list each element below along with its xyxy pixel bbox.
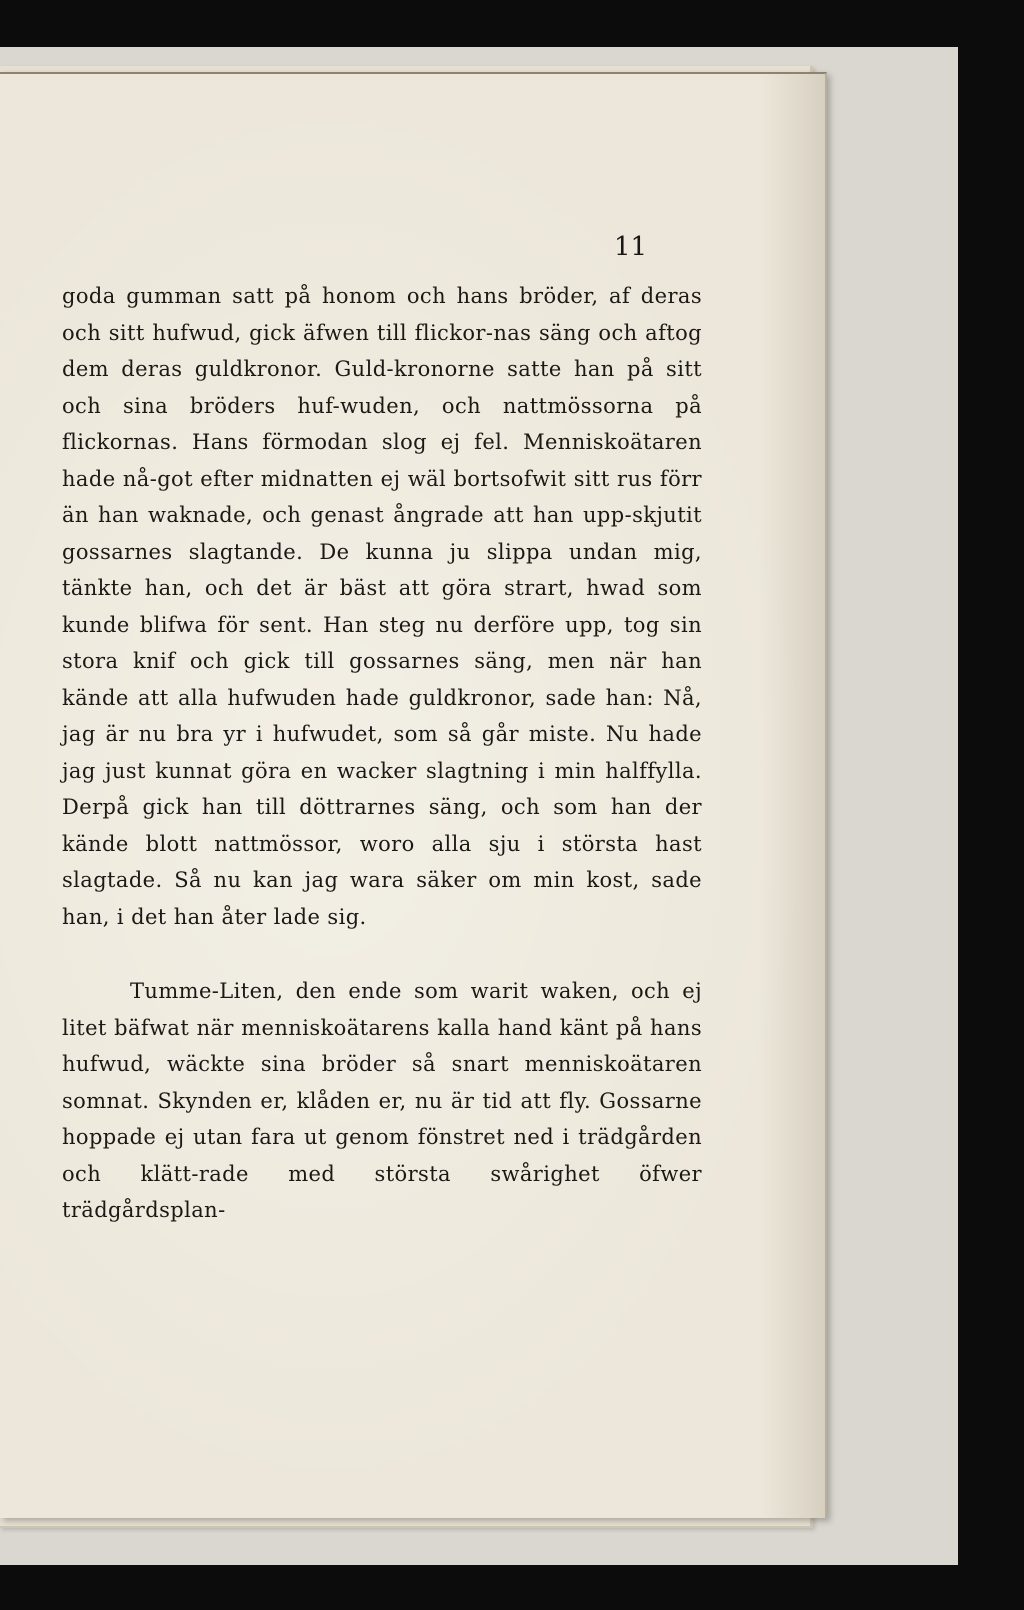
page-body (62, 278, 702, 1229)
paragraph-1: goda gumman satt på honom och hans bröder, af deras och sitt hufwud, gick äfwen till flickor-nas säng och aftog dem deras guldkronor. Guld-kronorne satte han på sitt och sina bröders huf-wuden, och nattmössorna på flickornas. Hans förmodan slog ej fel. Menniskoätaren hade nå-got efter midnatten ej wäl bortsofwit sitt rus förr än han waknade, och genast ångrade att han upp-skjutit gossarnes slagtande. De kunna ju slippa undan mig, tänkte han, och det är bäst att göra strart, hwad som kunde blifwa för sent. Han steg nu derföre upp, tog sin stora knif och gick till gossarnes säng, men när han kände att alla hufwuden hade guldkronor, sade han: Nå, jag är nu bra yr i hufwudet, som så går miste. Nu hade jag just kunnat göra en wacker slagtning i min halffylla. Derpå gick han till döttrarnes säng, och som han der kände blott nattmössor, woro alla sju i största hast slagtade. Så nu kan jag wara säker om min kost, sade han, i det han åter lade sig. (62, 284, 702, 929)
page-number: 11 (614, 232, 648, 262)
paragraph-2: Tumme-Liten, den ende som warit waken, och ej litet bäfwat när menniskoätarens kalla hand känt på hans hufwud, wäckte sina bröder så snart menniskoätaren somnat. Skynden er, klåden er, nu är tid att fly. Gossarne hoppade ej utan fara ut genom fönstret ned i trädgården och klätt-rade med största swårighet öfwer trädgårdsplan- (62, 979, 702, 1222)
